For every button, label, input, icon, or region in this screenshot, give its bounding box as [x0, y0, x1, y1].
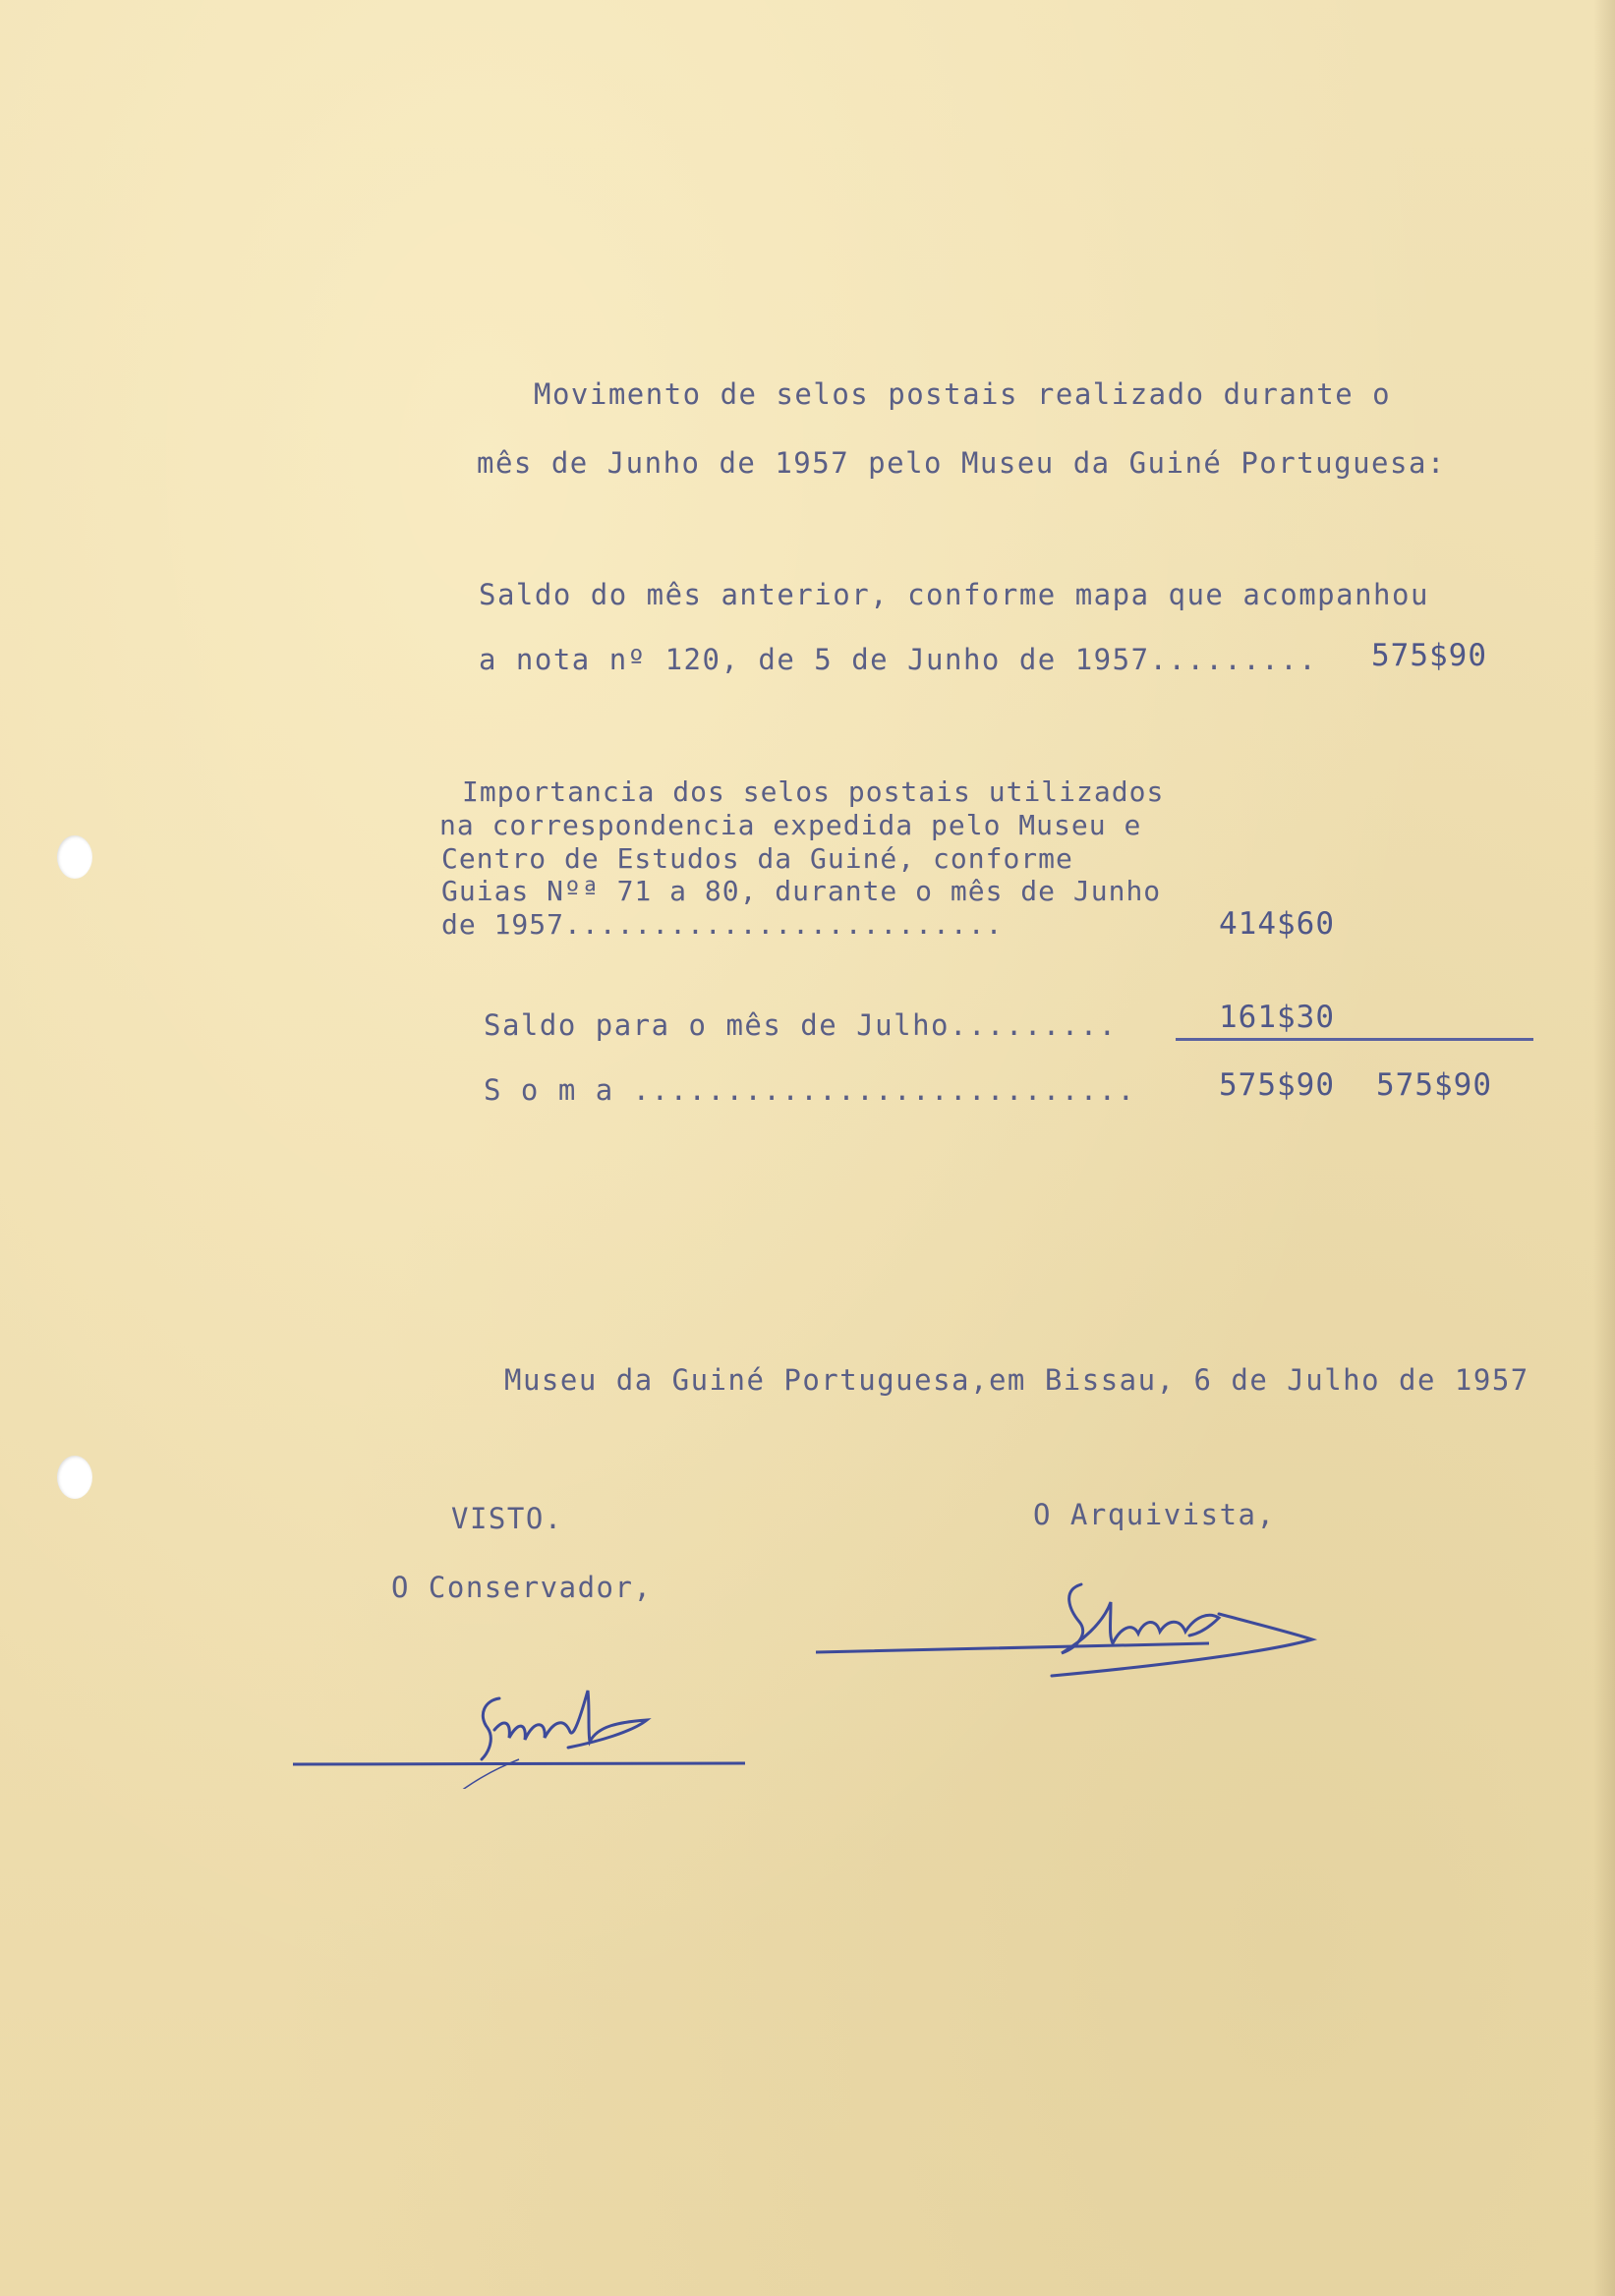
sum-label: S o m a ...........................: [484, 1073, 1136, 1107]
arquivista-label: O Arquivista,: [1033, 1498, 1276, 1531]
next-balance-amount: 161$30: [1219, 1000, 1335, 1035]
stamps-used-line-2: na correspondencia expedida pelo Museu e: [439, 809, 1142, 841]
arquivista-signature: [816, 1563, 1406, 1691]
conservador-signature: [293, 1661, 755, 1789]
heading-line-2: mês de Junho de 1957 pelo Museu da Guiné Portuguesa:: [477, 446, 1446, 480]
sum-amount-right: 575$90: [1376, 1067, 1492, 1103]
previous-balance-line-1: Saldo do mês anterior, conforme mapa que acompanhou: [479, 578, 1429, 611]
sum-amount-left: 575$90: [1219, 1067, 1335, 1103]
next-balance-label: Saldo para o mês de Julho.........: [484, 1008, 1118, 1042]
punch-hole-bottom: [57, 1456, 92, 1499]
previous-balance-line-2: a nota nº 120, de 5 de Junho de 1957.........: [479, 643, 1318, 676]
stamps-used-line-3: Centro de Estudos da Guiné, conforme: [441, 842, 1073, 875]
paper-edge-shadow: [1593, 0, 1615, 2296]
punch-hole-top: [57, 835, 92, 879]
stamps-used-amount: 414$60: [1219, 906, 1335, 942]
stamps-used-line-5: de 1957.........................: [441, 908, 1004, 941]
stamps-used-line-1: Importancia dos selos postais utilizados: [462, 775, 1165, 808]
total-underline: [1176, 1038, 1533, 1041]
place-date: Museu da Guiné Portuguesa,em Bissau, 6 de Julho de 1957: [504, 1363, 1529, 1397]
visto-label: VISTO.: [451, 1502, 563, 1535]
heading-line-1: Movimento de selos postais realizado durante o: [534, 377, 1392, 411]
conservador-label: O Conservador,: [391, 1571, 653, 1604]
stamps-used-line-4: Guias Nºª 71 a 80, durante o mês de Junho: [441, 875, 1162, 907]
previous-balance-amount: 575$90: [1371, 638, 1487, 673]
